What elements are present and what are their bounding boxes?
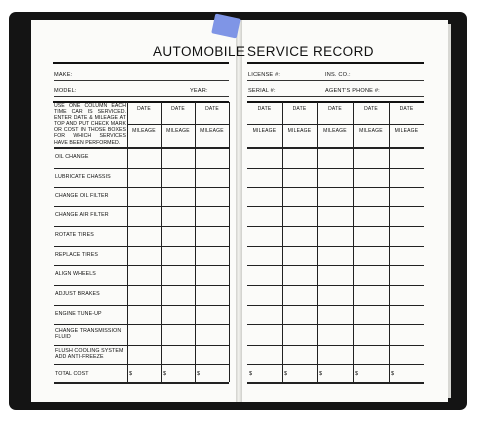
serial-line[interactable]: [247, 96, 424, 97]
grid-col-line: [195, 102, 196, 382]
mileage-header: MILEAGE: [166, 128, 190, 134]
grid-col-line: [317, 102, 318, 382]
mileage-header: MILEAGE: [287, 128, 312, 134]
date-header: DATE: [171, 106, 185, 112]
grid-row-line: [247, 226, 424, 227]
service-item-label: CHANGE OIL FILTER: [55, 192, 109, 199]
mileage-header: MILEAGE: [323, 128, 347, 134]
total-currency: $: [319, 371, 323, 377]
grid-row-line: [54, 382, 229, 384]
grid-row-line: [54, 226, 229, 227]
grid-row-line: [247, 206, 424, 207]
title-rule-right: [247, 62, 424, 64]
book-spine: [236, 20, 242, 402]
grid-col-line: [282, 102, 283, 382]
grid-col-line: [229, 102, 230, 382]
service-item-label: ENGINE TUNE-UP: [55, 310, 102, 317]
service-item-label: CHANGE TRANSMISSION FLUID: [55, 327, 122, 340]
grid-row-line: [54, 265, 229, 266]
grid-row-line: [247, 168, 424, 169]
total-currency: $: [129, 371, 133, 377]
total-currency: $: [249, 371, 253, 377]
grid-row-line: [247, 324, 424, 325]
serial-label: SERIAL #:: [248, 88, 276, 94]
title-left: AUTOMOBILE: [153, 44, 246, 59]
grid-row-line: [54, 324, 229, 325]
date-header: DATE: [364, 106, 378, 112]
total-cost-label: TOTAL COST: [55, 371, 89, 377]
make-label: MAKE:: [54, 72, 73, 78]
page-edge: [448, 24, 451, 398]
date-header: DATE: [399, 106, 414, 112]
mileage-header: MILEAGE: [252, 128, 277, 134]
license-line[interactable]: [247, 80, 424, 81]
total-currency: $: [391, 371, 395, 377]
grid-row-line: [54, 285, 229, 286]
grid-row-line: [247, 265, 424, 266]
service-item-label: FLUSH COOLING SYSTEM ADD ANTI-FREEZE: [55, 347, 124, 360]
grid-col-line: [127, 102, 128, 382]
grid-row-line: [247, 187, 424, 188]
mileage-header: MILEAGE: [394, 128, 419, 134]
date-header: DATE: [292, 106, 307, 112]
total-currency: $: [197, 371, 201, 377]
grid-row-line: [54, 147, 229, 149]
title-rule-left: [53, 62, 229, 64]
date-header: DATE: [328, 106, 342, 112]
grid-row-line: [247, 285, 424, 286]
date-header: DATE: [137, 106, 151, 112]
grid-row-line: [247, 246, 424, 247]
grid-col-line: [353, 102, 354, 382]
title-right: SERVICE RECORD: [247, 44, 374, 59]
mileage-divider: [127, 124, 229, 125]
model-label: MODEL:: [54, 88, 77, 94]
agents-phone-label: AGENT'S PHONE #:: [325, 88, 380, 94]
grid-row-line: [54, 246, 229, 247]
service-item-label: ALIGN WHEELS: [55, 271, 96, 277]
mileage-divider: [247, 124, 424, 125]
service-item-label: LUBRICATE CHASSIS: [55, 173, 111, 180]
grid-row-line: [54, 345, 229, 346]
service-item-label: OIL CHANGE: [55, 153, 89, 160]
instructions-text: USE ONE COLUMN EACH TIME CAR IS SERVICED. ENTER DATE & MILEAGE AT TOP AND PUT CHECK MARK OR COST IN THOSE BOXES FOR WHICH SERVICES HAVE BEEN PERFORMED.: [54, 103, 126, 146]
grid-row-line: [247, 305, 424, 306]
grid-row-line: [247, 382, 424, 384]
model-line[interactable]: [54, 96, 229, 97]
grid-top-rule-right: [247, 101, 424, 103]
grid-row-line: [54, 206, 229, 207]
grid-row-line: [54, 187, 229, 188]
date-header: DATE: [205, 106, 219, 112]
grid-row-line: [247, 147, 424, 149]
date-header: DATE: [257, 106, 272, 112]
grid-col-line: [161, 102, 162, 382]
grid-row-line: [247, 364, 424, 365]
mileage-header: MILEAGE: [200, 128, 224, 134]
license-label: LICENSE #:: [248, 72, 281, 78]
mileage-header: MILEAGE: [132, 128, 156, 134]
service-item-label: CHANGE AIR FILTER: [55, 212, 109, 218]
total-currency: $: [284, 371, 288, 377]
mileage-header: MILEAGE: [359, 128, 383, 134]
year-label: YEAR:: [190, 88, 208, 94]
grid-row-line: [247, 345, 424, 346]
total-currency: $: [163, 371, 167, 377]
grid-row-line: [54, 305, 229, 306]
ins-co-label: INS. CO.:: [325, 72, 351, 78]
make-line[interactable]: [54, 80, 229, 81]
grid-row-line: [54, 364, 229, 365]
grid-row-line: [54, 168, 229, 169]
grid-col-line: [389, 102, 390, 382]
total-currency: $: [355, 371, 359, 377]
service-item-label: ADJUST BRAKES: [55, 291, 100, 297]
service-item-label: REPLACE TIRES: [55, 251, 99, 258]
service-item-label: ROTATE TIRES: [55, 232, 94, 238]
